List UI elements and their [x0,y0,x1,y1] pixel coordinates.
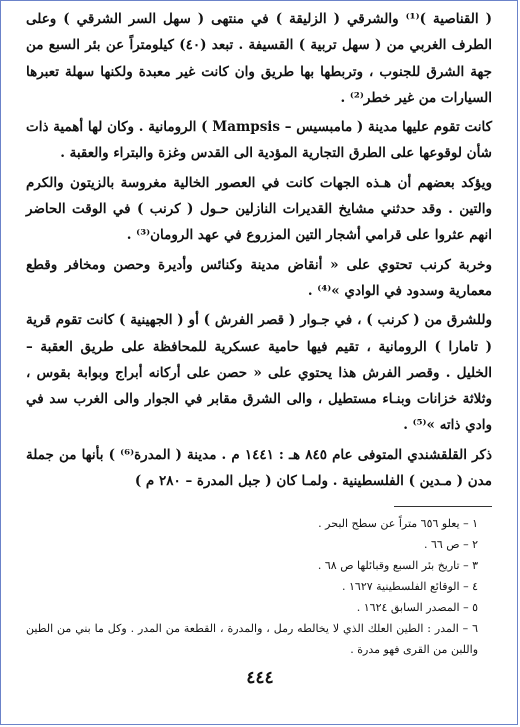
footnote: ٣ – تاريخ بئر السبع وقبائلها ص ٦٨ . [317,559,478,573]
footnotes [26,513,492,660]
footnote: ٤ – الوقائع الفلسطينية ١٦٢٧ . [342,580,478,594]
page-content [26,6,492,660]
paragraph: وللشرق من ( كرنب ) ، في جـوار ( قصر الفرش ) أو ( الجهينية ) كانت تقوم قرية ( تامارا ) الرومانية ، تقيم فيها حامية عسكرية للمحافظة على طريق العقبة – الخليل . وقصر الفرش هذا يحتوي على « حصن على أركانه أبراج وبوابة بقوس ، وثلاثة خزانات وبنـاء مستطيل ، والى الشرق مقابر في الجوار والى الغرب سد في وادي ذاته »⁽⁵⁾ . [26,312,492,434]
footnote: ٢ – ص ٦٦ . [423,538,478,552]
footnote-separator [394,506,492,507]
body-text [26,6,492,494]
footnote: ٥ – المصدر السابق ١٦٢٤ . [356,601,478,615]
paragraph: كانت تقوم عليها مدينة ( مامبسيس – Mampsis ) الرومانية . وكان لها أهمية ذات شأن لوقوعها على الطرق التجارية المؤدية الى القدس وغزة والبتراء والعقبة . [26,119,492,162]
paragraph: ( القناصية )⁽¹⁾ والشرقي ( الزليقة ) في منتهى ( سهل السر الشرقي ) وعلى الطرف الغربي من ( سهل تربية ) القسيفة . تبعد (٤٠) كيلومتراً عن بئر السبع من جهة الشرق للجنوب ، وتربطها بها طريق وان كانت غير معبدة ولكنها سهلة تعبرها السيارات من غير خطر⁽²⁾ . [26,11,492,106]
paragraph: ذكر القلقشندي المتوفى عام ٨٤٥ هـ : ١٤٤١ م . مدينة ( المدرة⁽⁶⁾ ) بأنها من جملة مدن ( مـدين ) الفلسطينية . ولمـا كان ( جبل المدرة – ٢٨٠ م ) [26,446,492,490]
footnote: ٦ – المدر : الطين العلك الذي لا يخالطه رمل ، والمدرة ، القطعة من المدر . وكل ما بني من الطين واللبن من القرى فهو مدرة . [26,622,478,657]
paragraph: وخربة كرنب تحتوي على « أنقاض مدينة وكنائس وأديرة وحصن ومخافر وقطع معمارية وسدود في الوادي »⁽⁴⁾ . [26,256,493,299]
footnote: ١ – يعلو ٦٥٦ متراً عن سطح البحر . [318,517,478,531]
paragraph: ويؤكد بعضهم أن هـذه الجهات كانت في العصور الخالية مغروسة بالزيتون والكرم والتين . وقد حدثني مشايخ القديرات النازلين حـول ( كرنب ) في الوقت الحاضر انهم عثروا على قرامي أشجار التين المزروع في عهد الرومان⁽³⁾ . [26,174,492,244]
page-number: ٤٤٤ [246,668,274,688]
